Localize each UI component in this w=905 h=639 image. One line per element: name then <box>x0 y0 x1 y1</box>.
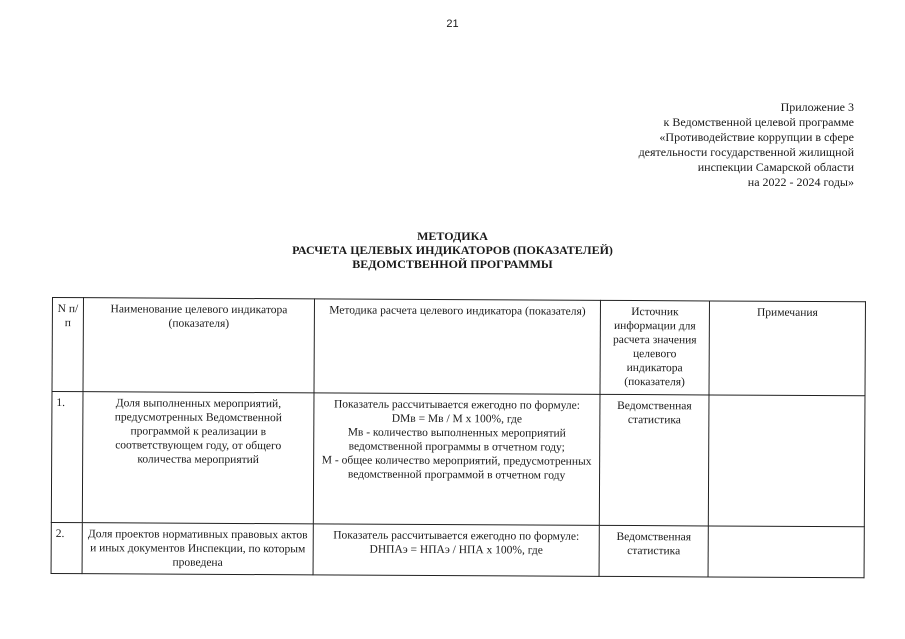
header-cell-number: N п/п <box>52 298 83 392</box>
title-line: ВЕДОМСТВЕННОЙ ПРОГРАММЫ <box>352 257 553 271</box>
method-line: Mв - количество выполненных мероприятий ведомственной программы в отчетном году; <box>347 426 566 454</box>
header-cell-notes: Примечания <box>709 301 865 396</box>
source-cell: Ведомственная статистика <box>599 525 708 577</box>
page-number: 21 <box>446 18 459 30</box>
title-line: МЕТОДИКА <box>417 229 488 243</box>
appendix-heading <box>639 100 854 190</box>
appendix-line: «Противодействие коррупции в сфере <box>659 130 854 144</box>
indicator-name-cell: Доля выполненных мероприятий, предусмотренных Ведомственной программой к реализации в соответствующем году, от общего количества мероприятий <box>82 392 314 524</box>
indicators-table <box>51 297 866 578</box>
appendix-line: к Ведомственной целевой программе <box>663 115 854 129</box>
table-row <box>51 522 864 577</box>
appendix-line: на 2022 - 2024 годы» <box>747 175 854 189</box>
document-title <box>0 229 905 271</box>
source-cell: Ведомственная статистика <box>599 394 709 526</box>
method-cell <box>313 524 599 576</box>
method-line: Показатель рассчитывается ежегодно по формуле: <box>333 529 580 543</box>
method-formula: DMв = Mв / M x 100%, где <box>391 412 522 426</box>
appendix-line: деятельности государственной жилищной <box>638 145 854 159</box>
title-line: РАСЧЕТА ЦЕЛЕВЫХ ИНДИКАТОРОВ (ПОКАЗАТЕЛЕЙ) <box>292 243 613 257</box>
table-row <box>51 392 865 527</box>
method-line: Показатель рассчитывается ежегодно по формуле: <box>333 398 580 412</box>
method-cell <box>313 393 600 525</box>
indicator-name-cell: Доля проектов нормативных правовых актов и иных документов Инспекции, по которым проведена <box>82 523 313 575</box>
row-number: 1. <box>51 392 83 523</box>
row-number: 2. <box>51 522 82 573</box>
method-line: M - общее количество мероприятий, предусмотренных ведомственной программой в отчетном году <box>321 454 592 482</box>
notes-cell <box>708 395 865 527</box>
method-formula: DНПАэ = НПАэ / НПА x 100%, где <box>369 543 543 557</box>
appendix-line: инспекции Самарской области <box>697 160 854 174</box>
header-cell-method: Методика расчета целевого индикатора (показателя) <box>314 299 600 394</box>
header-cell-indicator-name: Наименование целевого индикатора (показателя) <box>83 298 314 393</box>
appendix-line: Приложение 3 <box>780 100 854 114</box>
notes-cell <box>708 526 864 578</box>
table-header-row <box>52 298 865 396</box>
header-cell-source: Источник информации для расчета значения целевого индикатора (показателя) <box>600 300 709 395</box>
